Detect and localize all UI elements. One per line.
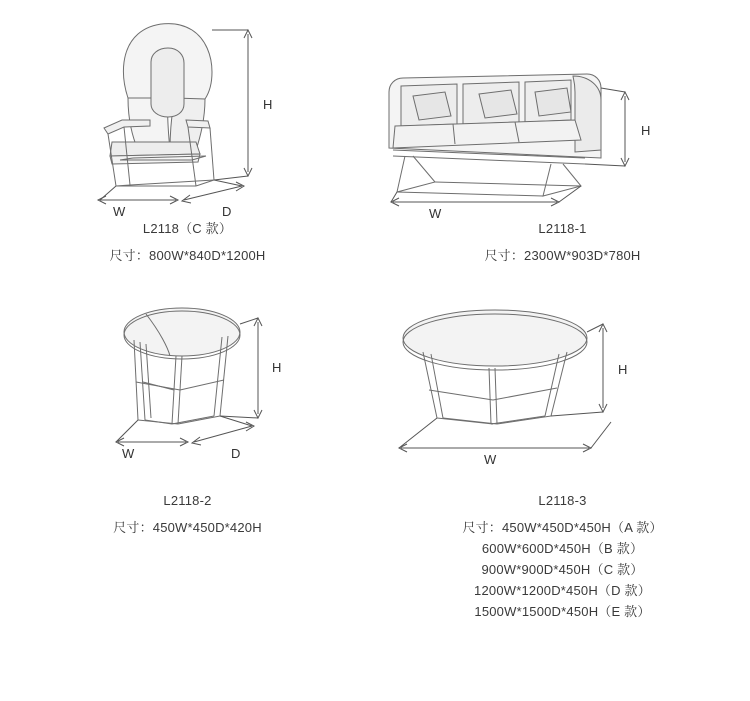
dimension-label-h-1: H — [263, 97, 273, 112]
product-code-3: L2118-2 — [163, 493, 212, 508]
product-dimension-3: 尺寸：450W*450D*420H — [113, 520, 262, 535]
caption-1 — [109, 218, 265, 266]
caption-4 — [462, 490, 662, 622]
dimension-label-h-3: H — [272, 360, 282, 375]
product-dimension-4a: 尺寸：450W*450D*450H（A 款） — [462, 520, 663, 535]
dimension-label-w-3: W — [122, 446, 135, 461]
product-cell-2 — [375, 0, 750, 290]
drawing-large-round-coffee-table — [375, 290, 750, 490]
dimension-label-h-2: H — [641, 123, 651, 138]
drawing-high-back-lounge-chair — [0, 0, 375, 218]
product-dimension-2: 尺寸：2300W*903D*780H — [484, 248, 641, 263]
product-dimension-4c: 900W*900D*450H（C 款） — [481, 562, 644, 577]
dimension-label-d-3: D — [231, 446, 241, 461]
dimension-label-w-2: W — [429, 206, 442, 218]
drawing-small-round-side-table — [0, 290, 375, 490]
dimension-label-d-1: D — [222, 204, 232, 218]
product-cell-4 — [375, 290, 750, 622]
caption-2 — [484, 218, 640, 266]
product-dimension-list-4 — [462, 517, 662, 622]
dimension-label-w-1: W — [113, 204, 126, 218]
product-code-2: L2118-1 — [538, 221, 587, 236]
dimension-label-h-4: H — [618, 362, 628, 377]
drawing-three-seat-sofa — [375, 0, 750, 218]
product-code-1: L2118（C 款） — [142, 221, 233, 236]
product-dimension-4e: 1500W*1500D*450H（E 款） — [474, 604, 651, 619]
product-cell-1 — [0, 0, 375, 290]
product-dimension-1: 尺寸：800W*840D*1200H — [109, 248, 266, 263]
product-dimension-4b: 600W*600D*450H（B 款） — [481, 541, 644, 556]
product-code-4: L2118-3 — [538, 493, 587, 508]
caption-3 — [113, 490, 262, 538]
dimension-label-w-4: W — [484, 452, 497, 467]
product-dimension-4d: 1200W*1200D*450H（D 款） — [474, 583, 651, 598]
product-cell-3 — [0, 290, 375, 622]
